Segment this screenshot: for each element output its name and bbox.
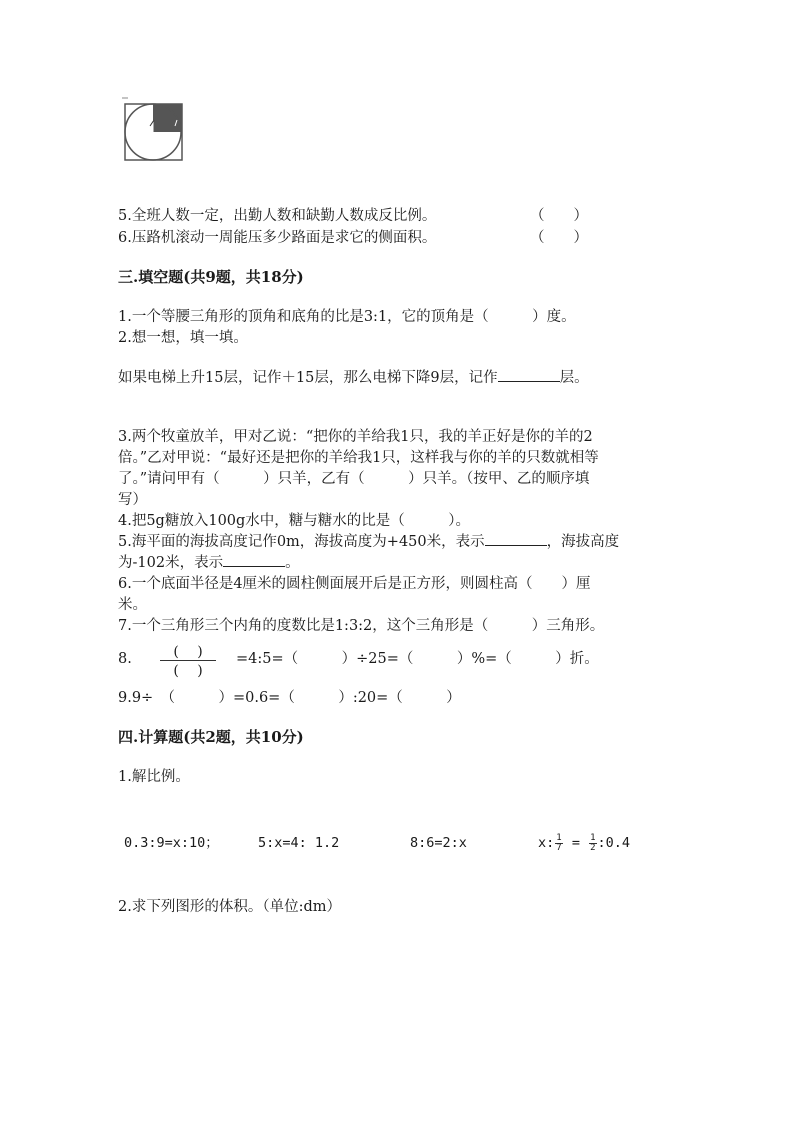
fill-question-3-line1: 3.两个牧童放羊，甲对乙说：“把你的羊给我1只，我的羊正好是你的羊的2 <box>118 429 593 445</box>
fill-question-7: 7.一个三角形三个内角的度数比是1:3:2，这个三角形是（ ）三角形。 <box>118 618 605 634</box>
fill-question-6-line1: 6.一个底面半径是4厘米的圆柱侧面展开后是正方形，则圆柱高（ ）厘 <box>118 576 591 592</box>
answer-blank[interactable] <box>498 367 560 382</box>
calc-question-2: 2.求下列图形的体积。（单位:dm） <box>118 899 342 915</box>
fill-question-3-line4: 写） <box>118 492 147 508</box>
fill-question-2-text: 如果电梯上升15层，记作＋15层，那么电梯下降9层，记作 层。 <box>118 367 589 389</box>
fill-question-8-number: 8. <box>118 651 132 667</box>
fill-question-8-rest: =4:5=（ ）÷25=（ ）%=（ ）折。 <box>236 651 599 667</box>
section-heading-fill: 三.填空题(共9题，共18分) <box>118 268 304 286</box>
fill-question-3-line3: 了。”请问甲有（ ）只羊，乙有（ ）只羊。（按甲、乙的顺序填 <box>118 471 590 487</box>
section-heading-calc: 四.计算题(共2题，共10分) <box>118 728 304 746</box>
fill-question-5-line1: 5.海平面的海拔高度记作0m，海拔高度为+450米，表示 ，海拔高度 <box>118 531 619 553</box>
answer-blank[interactable] <box>223 552 285 567</box>
fill-question-9: 9.9÷ （ ）=0.6=（ ）:20=（ ） <box>118 690 461 706</box>
equation-4: x: $\frac{1}{7}$ = $\frac{1}{2}$ :0.4 <box>538 832 631 853</box>
fill-question-3-line2: 倍。”乙对甲说：“最好还是把你的羊给我1只，这样我与你的羊的只数就相等 <box>118 450 599 466</box>
fraction-numerator[interactable]: ( ) <box>173 644 203 660</box>
answer-blank[interactable] <box>485 531 547 546</box>
fraction-denominator[interactable]: ( ) <box>173 663 203 679</box>
fill-question-4: 4.把5g糖放入100g水中，糖与糖水的比是（ ）。 <box>118 513 471 529</box>
fill-question-5-line2: 为-102米，表示 。 <box>118 552 300 574</box>
fill-question-2: 2.想一想，填一填。 <box>118 330 248 346</box>
judge-question-5: 5.全班人数一定，出勤人数和缺勤人数成反比例。 （ ） <box>118 205 436 227</box>
circle-square-figure <box>120 96 190 170</box>
equation-2: 5:x=4: 1.2 <box>258 835 340 851</box>
fill-question-8-fraction <box>160 641 216 679</box>
equation-1: 0.3:9=x:10； <box>124 835 219 851</box>
fraction-one-seventh: $\frac{1}{7}$ <box>556 832 562 853</box>
fraction-one-half: $\frac{1}{2}$ <box>590 832 596 853</box>
judge-question-6: 6.压路机滚动一周能压多少路面是求它的侧面积。 （ ） <box>118 227 436 249</box>
fill-question-6-line2: 米。 <box>118 597 147 613</box>
fill-question-1: 1.一个等腰三角形的顶角和底角的比是3:1，它的顶角是（ ）度。 <box>118 309 576 325</box>
answer-paren[interactable]: （ ） <box>530 208 588 224</box>
equation-3: 8:6=2:x <box>410 835 467 851</box>
calc-question-1: 1.解比例。 <box>118 769 190 785</box>
answer-paren[interactable]: （ ） <box>530 230 588 246</box>
